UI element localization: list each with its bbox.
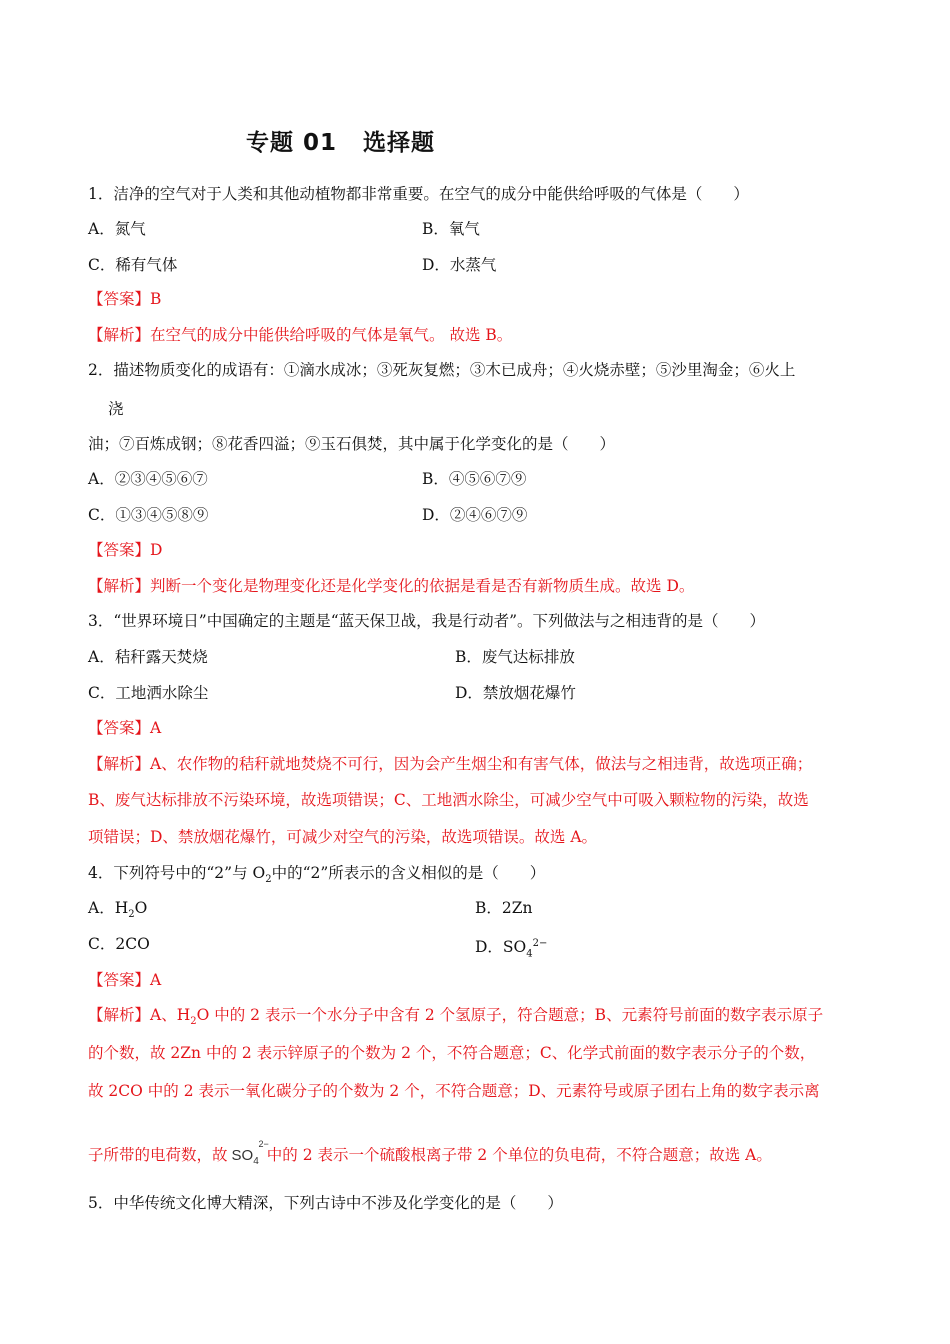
q4-option-b: B．2Zn (475, 899, 533, 917)
analysis-label: 【解析】 (88, 326, 151, 344)
analysis-text: 在空气的成分中能供给呼吸的气体是氧气。 故选 B。 (150, 326, 513, 344)
q2-option-b: B．④⑤⑥⑦⑨ (422, 470, 527, 488)
analysis-text-a: 子所带的电荷数，故 (88, 1146, 228, 1164)
q4-option-a-pre: A．H (88, 899, 129, 917)
q4-option-d-sup: 2− (532, 938, 548, 949)
ion-subscript: 4 (253, 1156, 259, 1167)
q1-analysis (88, 324, 512, 346)
analysis-label: 【解析】 (88, 755, 151, 773)
q3-stem: 3．“世界环境日”中国确定的主题是“蓝天保卫战，我是行动者”。下列做法与之相违背的是（ ） (88, 612, 766, 630)
q4-analysis-line3: 故 2CO 中的 2 表示一氧化碳分子的个数为 2 个，不符合题意；D、元素符号或原子团右上角的数字表示离 (88, 1082, 820, 1100)
ion-base: SO (231, 1147, 254, 1164)
q4-option-d-sub: 4 (526, 948, 533, 960)
q3-answer: 【答案】A (88, 719, 162, 737)
q2-option-c: C．①③④⑤⑧⑨ (88, 506, 209, 524)
ion-charge: 2− (258, 1139, 269, 1149)
q4-option-c: C．2CO (88, 935, 150, 953)
q2-stem-line1: 2．描述物质变化的成语有：①滴水成冰；③死灰复燃；③木已成舟；④火烧赤壁；⑤沙里淘金；⑥火上 (88, 361, 796, 379)
q4-option-a-sub: 2 (128, 909, 135, 921)
q1-answer: 【答案】B (88, 290, 162, 308)
analysis-label: 【解析】 (88, 577, 151, 595)
q3-analysis-line1 (88, 753, 812, 775)
q4-stem (88, 862, 545, 891)
analysis-text-b: O 中的 2 表示一个水分子中含有 2 个氢原子，符合题意；B、元素符号前面的数字表示原子 (196, 1006, 824, 1024)
q2-option-d: D．②④⑥⑦⑨ (422, 506, 528, 524)
q4-option-a-post: O (134, 899, 148, 917)
analysis-subscript: 2 (190, 1016, 197, 1028)
q1-option-c: C．稀有气体 (88, 256, 178, 274)
q4-stem-part2: 中的“2”所表示的含义相似的是（ ） (271, 864, 546, 882)
q3-option-c: C．工地洒水除尘 (88, 684, 209, 702)
q2-answer: 【答案】D (88, 541, 163, 559)
title-sub: 选择题 (363, 130, 436, 156)
q5-stem: 5．中华传统文化博大精深，下列古诗中不涉及化学变化的是（ ） (88, 1194, 563, 1212)
q4-option-a (88, 897, 147, 926)
analysis-text: 判断一个变化是物理变化还是化学变化的依据是看是否有新物质生成。故选 D。 (150, 577, 695, 595)
title-main: 专题 01 (246, 130, 338, 156)
q1-option-d: D．水蒸气 (422, 256, 497, 274)
analysis-text-a: A、H (150, 1006, 191, 1024)
q4-answer: 【答案】A (88, 971, 162, 989)
q4-option-d (475, 933, 547, 965)
q4-analysis-line2: 的个数，故 2Zn 中的 2 表示锌原子的个数为 2 个，不符合题意；C、化学式前面的数字表示分子的个数， (88, 1044, 816, 1062)
analysis-label: 【解析】 (88, 1006, 151, 1024)
q3-analysis-line2: B、废气达标排放不污染环境，故选项错误；C、工地洒水除尘，可减少空气中可吸入颗粒物的污染，故选 (88, 791, 809, 809)
q2-analysis (88, 575, 694, 597)
q2-stem-line3: 油；⑦百炼成钢；⑧花香四溢；⑨玉石俱焚，其中属于化学变化的是（ ） (88, 435, 616, 453)
q3-option-b: B．废气达标排放 (455, 648, 575, 666)
q2-stem-line2: 浇 (108, 400, 124, 418)
q4-stem-subscript: 2 (265, 874, 272, 886)
q4-analysis-line4 (88, 1139, 772, 1173)
q4-option-d-pre: D．SO (475, 938, 527, 957)
analysis-text: A、农作物的秸秆就地焚烧不可行，因为会产生烟尘和有害气体，做法与之相违背，故选项正确； (150, 755, 813, 773)
q3-option-d: D．禁放烟花爆竹 (455, 684, 576, 702)
q3-option-a: A．秸秆露天焚烧 (88, 648, 208, 666)
q1-option-b: B．氧气 (422, 220, 480, 238)
q3-analysis-line3: 项错误；D、禁放烟花爆竹，可减少对空气的污染，故选项错误。故选 A。 (88, 828, 598, 846)
sulfate-ion-formula (231, 1139, 269, 1173)
q2-option-a: A．②③④⑤⑥⑦ (88, 470, 208, 488)
page-title (246, 124, 435, 157)
q1-option-a: A．氮气 (88, 220, 146, 238)
q4-stem-part1: 4．下列符号中的“2”与 O (88, 864, 266, 882)
q4-analysis-line1 (88, 1004, 823, 1033)
analysis-text-b: 中的 2 表示一个硫酸根离子带 2 个单位的负电荷，不符合题意；故选 A。 (266, 1146, 772, 1164)
q1-stem: 1．洁净的空气对于人类和其他动植物都非常重要。在空气的成分中能供给呼吸的气体是（ ） (88, 185, 749, 203)
